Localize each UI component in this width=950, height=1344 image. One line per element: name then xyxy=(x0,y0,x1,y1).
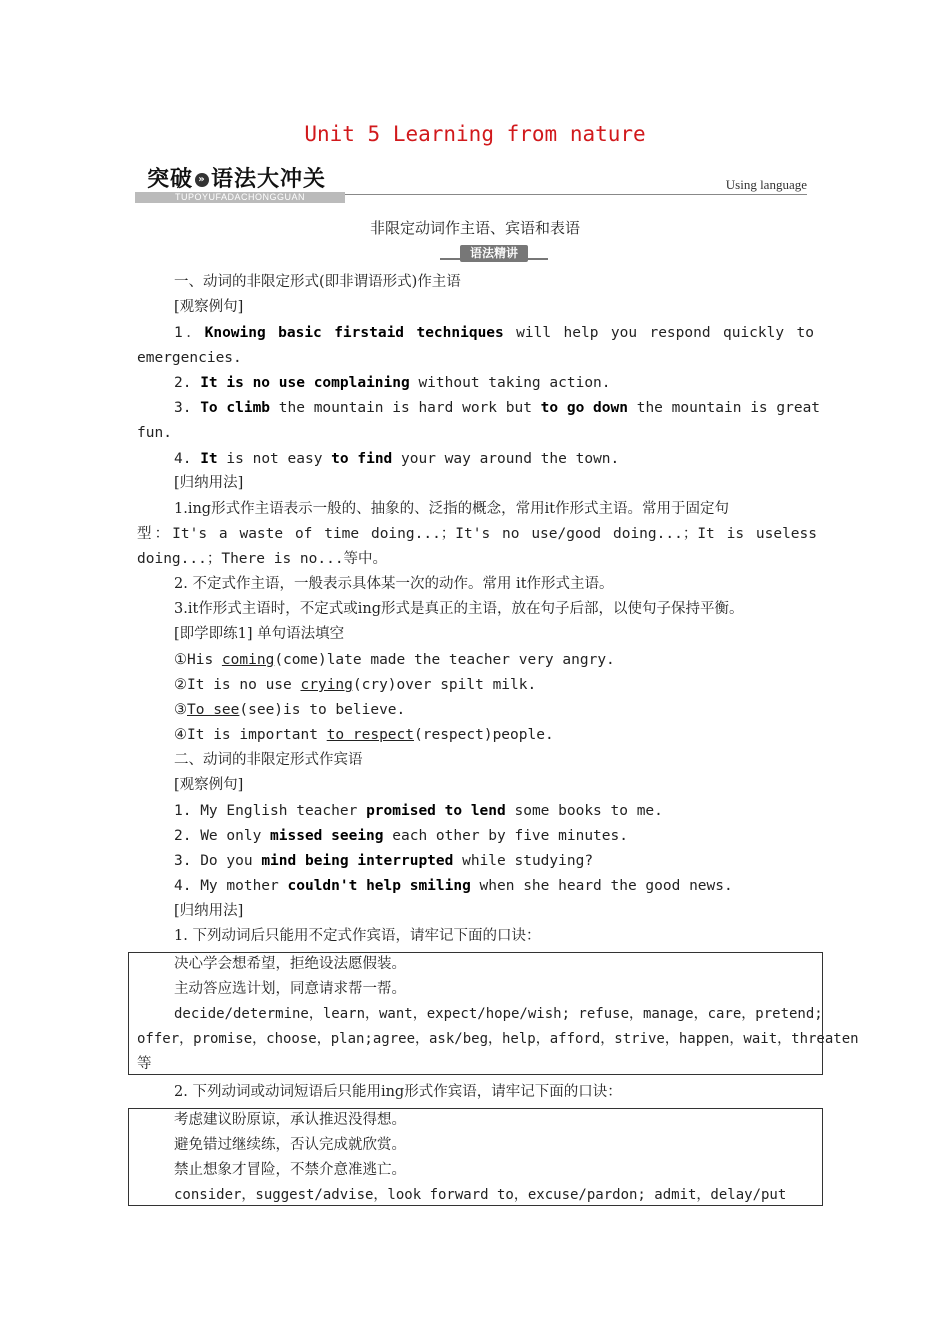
example-sentence: 2. It is no use complaining without taking action. xyxy=(174,375,611,391)
practice-item: ③To see(see)is to believe. xyxy=(174,702,406,718)
rule-text: 1. 下列动词后只能用不定式作宾语，请牢记下面的口诀： xyxy=(174,928,541,944)
section-badge xyxy=(440,245,548,263)
summary-label: [归纳用法] xyxy=(174,903,244,919)
example-sentence: 3. To climb the mountain is hard work but to go down the mountain is great xyxy=(174,400,821,416)
mnemonic-line: 避免错过继续练，否认完成就欣赏。 xyxy=(174,1137,406,1153)
example-continuation: emergencies. xyxy=(137,350,242,366)
practice-item: ④It is important to respect(respect)people. xyxy=(174,727,554,743)
example-sentence: 2. We only missed seeing each other by five minutes. xyxy=(174,828,628,844)
banner-right-label: Using language xyxy=(725,177,807,192)
mnemonic-line: 主动答应选计划，同意请求帮一帮。 xyxy=(174,981,406,997)
example-sentence: 4. It is not easy to find your way around the town. xyxy=(174,451,620,467)
section-subtitle: 非限定动词作主语、宾语和表语 xyxy=(369,219,580,237)
rule-text: 2. 不定式作主语，一般表示具体某一次的动作。常用 it作形式主语。 xyxy=(174,576,614,592)
example-sentence: 1. My English teacher promised to lend some books to me. xyxy=(174,803,663,819)
rule-text: 1.ing形式作主语表示一般的、抽象的、泛指的概念，常用it作形式主语。常用于固定句 xyxy=(174,501,730,517)
section-banner xyxy=(135,160,807,204)
mnemonic-line: 决心学会想希望，拒绝设法愿假装。 xyxy=(174,956,406,972)
mnemonic-line: 等 xyxy=(137,1056,152,1072)
mnemonic-line: consider，suggest/advise，look forward to，excuse/pardon; admit，delay/put xyxy=(174,1187,787,1203)
answer-blank: coming xyxy=(221,652,275,668)
example-sentence: 4. My mother couldn't help smiling when she heard the good news. xyxy=(174,878,733,894)
heading-1: 一、动词的非限定形式(即非谓语形式)作主语 xyxy=(174,274,461,290)
mnemonic-line: 考虑建议盼原谅，承认推迟没得想。 xyxy=(174,1112,406,1128)
practice-label: [即学即练1] 单句语法填空 xyxy=(174,626,345,642)
answer-blank: To see xyxy=(187,702,240,718)
banner-pinyin: TUPOYUFADACHONGGUAN xyxy=(135,192,345,203)
answer-blank: to respect xyxy=(326,727,414,743)
rule-text: 3.it作形式主语时，不定式或ing形式是真正的主语，放在句子后部，以使句子保持平衡。 xyxy=(174,601,744,617)
rule-text: 2. 下列动词或动词短语后只能用ing形式作宾语，请牢记下面的口诀： xyxy=(174,1084,622,1100)
example-sentence: 1．Knowing basic firstaid techniques will help you respond quickly to xyxy=(174,325,814,341)
badge-label: 语法精讲 xyxy=(460,245,528,262)
banner-title: 突破 » 语法大冲关 xyxy=(147,167,327,192)
page-title: Unit 5 Learning from nature xyxy=(304,122,646,146)
rule-text: 型：It's a waste of time doing...；It's no use/good doing...；It is useless xyxy=(137,526,817,542)
rule-text: doing...；There is no...等中。 xyxy=(137,551,388,567)
example-sentence: 3. Do you mind being interrupted while studying? xyxy=(174,853,594,869)
observe-label: [观察例句] xyxy=(174,777,244,793)
mnemonic-line: decide/determine，learn，want，expect/hope/wish; refuse，manage，care，pretend; xyxy=(174,1006,823,1022)
example-continuation: fun. xyxy=(137,425,172,441)
practice-item: ①His coming(come)late made the teacher very angry. xyxy=(174,652,615,668)
observe-label: [观察例句] xyxy=(174,299,244,315)
arrow-circle-icon: » xyxy=(195,173,209,187)
summary-label: [归纳用法] xyxy=(174,475,244,491)
practice-item: ②It is no use crying(cry)over spilt milk. xyxy=(174,677,537,693)
mnemonic-line: 禁止想象才冒险，不禁介意准逃亡。 xyxy=(174,1162,406,1178)
answer-blank: crying xyxy=(300,677,353,693)
heading-2: 二、动词的非限定形式作宾语 xyxy=(174,752,363,768)
mnemonic-line: offer，promise，choose，plan;agree，ask/beg，help，afford，strive，happen，wait，threaten xyxy=(137,1031,859,1047)
